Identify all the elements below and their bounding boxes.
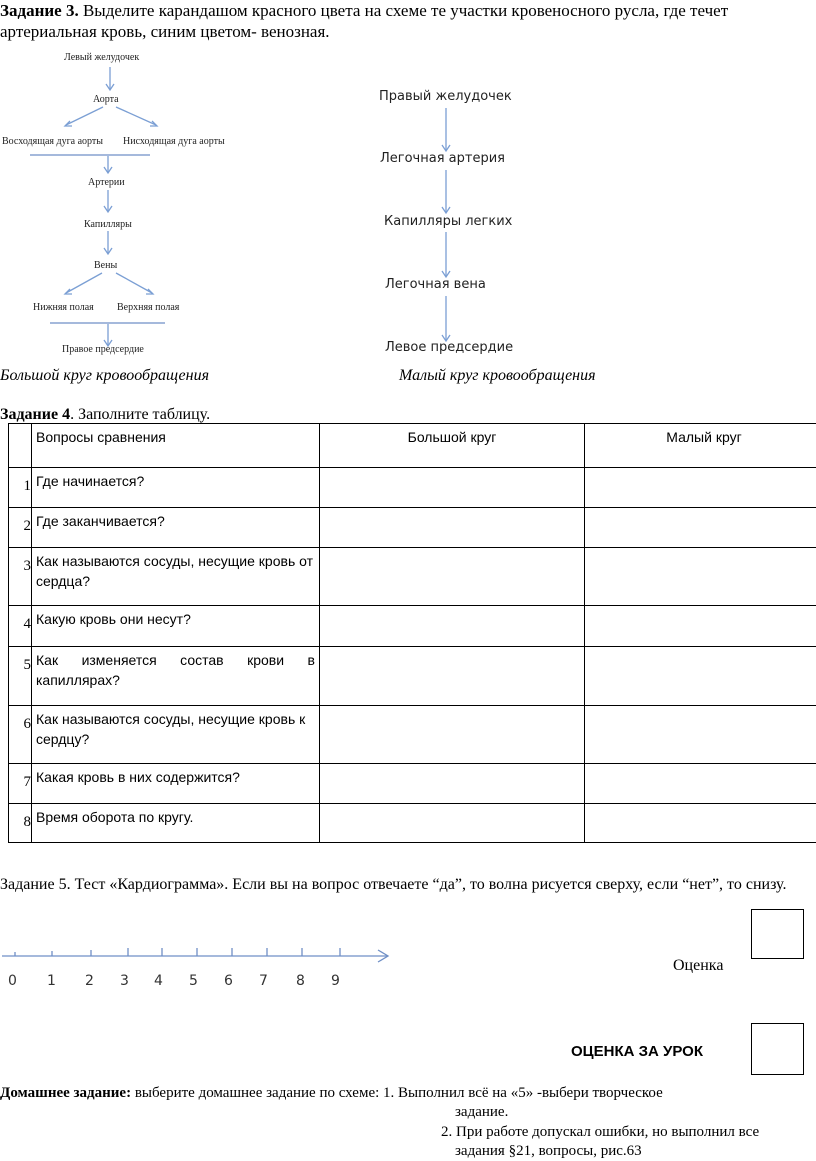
row-question: Где заканчивается? [32,508,320,548]
node-veins: Вены [94,260,118,271]
node-lung-capillaries: Капилляры легких [384,214,513,229]
node-descending-arch: Нисходящая дуга аорты [123,136,225,147]
scale-tick-label: 7 [259,973,268,989]
header-small-circle: Малый круг [585,424,816,468]
node-left-atrium: Левое предсердие [385,340,514,355]
task4-title: Задание 4 [0,406,71,423]
node-right-atrium: Правое предсердие [62,344,144,355]
homework-text-4: задания §21, вопросы, рис.63 [455,1143,642,1159]
table-row [9,764,816,804]
node-pulmonary-vein: Легочная вена [385,277,486,292]
comparison-table [8,423,816,843]
homework-title: Домашнее задание: [0,1085,132,1101]
table-row [9,508,816,548]
scale-tick-label: 2 [85,973,94,989]
task3-title: Задание 3. [0,1,79,20]
task3-text: Выделите карандашом красного цвета на схеме те участки кровеносного русла, где течет артериальная кровь, синим цветом- венозная. [0,1,729,41]
answer-cell-big[interactable] [320,606,585,647]
grade-box[interactable] [751,909,804,959]
table-row [9,548,816,606]
header-questions: Вопросы сравнения [32,424,320,468]
row-number: 1 [9,468,32,508]
answer-cell-small[interactable] [585,468,816,508]
task4-text: . Заполните таблицу. [70,406,211,423]
node-superior-vena-cava: Верхняя полая [117,302,180,313]
row-number: 6 [9,706,32,764]
scale-tick-label: 9 [331,973,340,989]
cardiogram-scale[interactable] [0,940,400,970]
row-number: 7 [9,764,32,804]
lesson-grade-label: ОЦЕНКА ЗА УРОК [571,1043,703,1060]
row-number: 8 [9,804,32,843]
scale-tick-label: 0 [8,973,17,989]
answer-cell-small[interactable] [585,647,816,706]
homework-line-1 [0,1083,663,1103]
row-question: Где начинается? [32,468,320,508]
table-header-row [9,424,816,468]
small-circle-caption: Малый круг кровообращения [399,367,596,384]
scale-tick-label: 4 [154,973,163,989]
grade-label: Оценка [673,957,724,974]
node-pulmonary-artery: Легочная артерия [380,151,505,166]
scale-tick-label: 6 [224,973,233,989]
answer-cell-big[interactable] [320,804,585,843]
table-row [9,468,816,508]
row-number: 2 [9,508,32,548]
homework-text-1: выберите домашнее задание по схеме: 1. Выполнил всё на «5» -выбери творческое [131,1085,663,1101]
table-row [9,706,816,764]
answer-cell-big[interactable] [320,548,585,606]
task4-paragraph [0,406,210,424]
node-right-ventricle: Правый желудочек [379,89,512,104]
row-question: Как называются сосуды, несущие кровь к сердцу? [32,706,320,764]
answer-cell-big[interactable] [320,647,585,706]
answer-cell-small[interactable] [585,804,816,843]
row-number: 3 [9,548,32,606]
homework-text-3: 2. При работе допускал ошибки, но выполнил все [441,1124,760,1140]
answer-cell-big[interactable] [320,764,585,804]
answer-cell-big[interactable] [320,468,585,508]
node-aorta: Аорта [93,94,119,105]
homework-text-2: задание. [455,1104,509,1120]
table-row [9,647,816,706]
answer-cell-big[interactable] [320,508,585,548]
node-arteries: Артерии [88,177,125,188]
answer-cell-small[interactable] [585,508,816,548]
header-big-circle: Большой круг [320,424,585,468]
row-question: Время оборота по кругу. [32,804,320,843]
node-ascending-arch: Восходящая дуга аорты [2,136,104,147]
table-row [9,804,816,843]
header-num-cell [9,424,32,468]
row-question: Как называются сосуды, несущие кровь от сердца? [32,548,320,606]
scale-tick-label: 3 [120,973,129,989]
table-row [9,606,816,647]
answer-cell-small[interactable] [585,548,816,606]
row-question: Как изменяется состав крови в капиллярах? [32,647,320,706]
row-question: Какую кровь они несут? [32,606,320,647]
big-circle-arrows [0,45,250,365]
node-inferior-vena-cava: Нижняя полая [33,302,94,313]
row-number: 4 [9,606,32,647]
node-left-ventricle: Левый желудочек [64,52,140,63]
task5-paragraph: Задание 5. Тест «Кардиограмма». Если вы на вопрос отвечаете “да”, то волна рисуется сверху, если “нет”, то снизу. [0,876,787,893]
answer-cell-small[interactable] [585,764,816,804]
node-capillaries: Капилляры [84,219,132,230]
big-circle-caption: Большой круг кровообращения [0,367,209,384]
scale-tick-label: 5 [189,973,198,989]
answer-cell-small[interactable] [585,706,816,764]
scale-tick-label: 8 [296,973,305,989]
answer-cell-small[interactable] [585,606,816,647]
row-question: Какая кровь в них содержится? [32,764,320,804]
answer-cell-big[interactable] [320,706,585,764]
task3-paragraph [0,0,800,42]
scale-tick-label: 1 [47,973,56,989]
row-number: 5 [9,647,32,706]
lesson-grade-box[interactable] [751,1023,804,1075]
